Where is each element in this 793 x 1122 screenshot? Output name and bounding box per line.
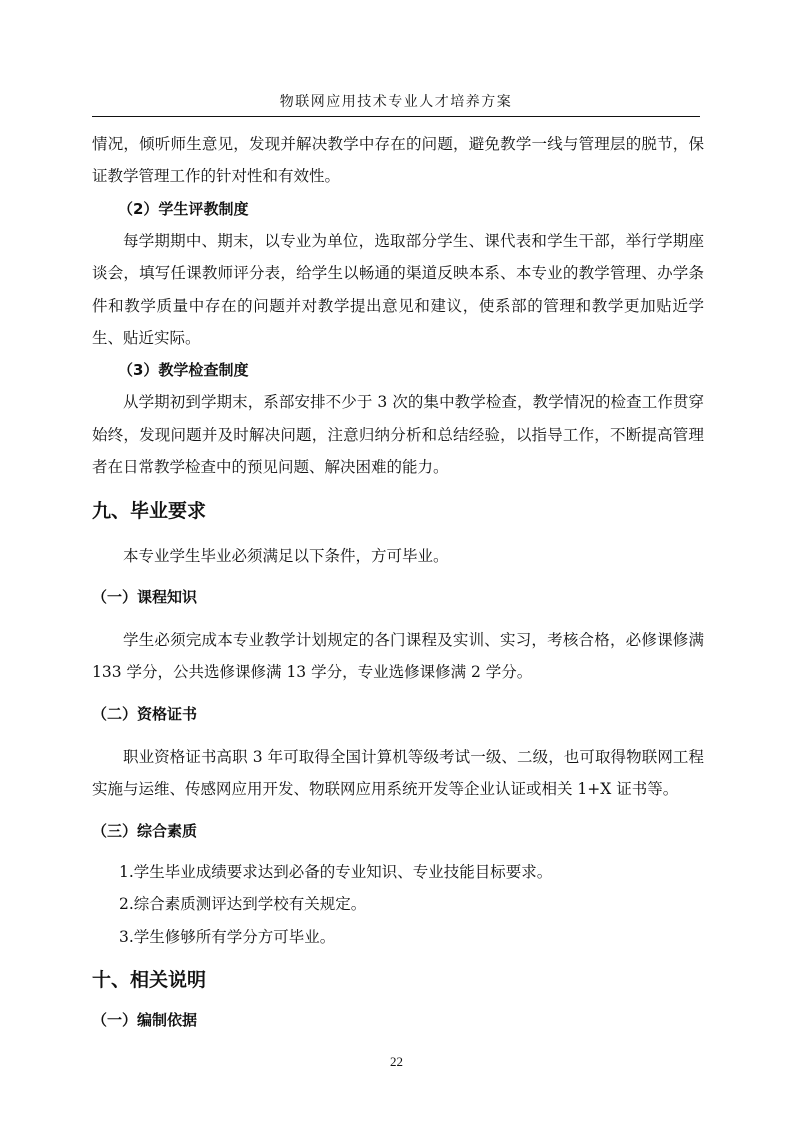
paragraph-student-evaluation: 每学期期中、期末，以专业为单位，选取部分学生、课代表和学生干部，举行学期座谈会，填写任课教师评分表，给学生以畅通的渠道反映本系、本专业的教学管理、办学条件和教学质量中存在的问题并对教学提出意见和建议，使系部的管理和教学更加贴近学生、贴近实际。 <box>92 231 704 348</box>
paragraph-course-knowledge: 学生必须完成本专业教学计划规定的各门课程及实训、实习，考核合格，必修课修满 133 学分，公共选修课修满 13 学分，专业选修课修满 2 学分。 <box>92 631 704 682</box>
subheading-qualification-certificate: （二）资格证书 <box>92 704 198 723</box>
section-title-related-notes: 十、相关说明 <box>92 968 207 991</box>
page-body <box>92 128 704 1033</box>
paragraph-graduation-intro: 本专业学生毕业必须满足以下条件，方可毕业。 <box>123 546 449 565</box>
list-item: 2.综合素质测评达到学校有关规定。 <box>119 895 367 914</box>
subheading-course-knowledge: （一）课程知识 <box>92 588 198 607</box>
continued-paragraph: 情况，倾听师生意见，发现并解决教学中存在的问题，避免教学一线与管理层的脱节，保证教学管理工作的针对性和有效性。 <box>92 135 704 186</box>
quality-list <box>92 856 704 953</box>
list-item: 1.学生毕业成绩要求达到必备的专业知识、专业技能目标要求。 <box>119 862 553 881</box>
running-header: 物联网应用技术专业人才培养方案 <box>279 94 513 110</box>
section-title-graduation-requirements: 九、毕业要求 <box>92 499 207 522</box>
paragraph-teaching-inspection: 从学期初到学期末，系部安排不少于 3 次的集中教学检查，教学情况的检查工作贯穿始终，发现问题并及时解决问题，注意归纳分析和总结经验，以指导工作，不断提高管理者在日常教学检查中的预见问题、解决困难的能力。 <box>92 393 704 477</box>
subheading-student-evaluation: （2）学生评教制度 <box>118 199 249 218</box>
header-divider <box>92 116 700 117</box>
page-number: 22 <box>390 1054 403 1069</box>
subheading-comprehensive-quality: （三）综合素质 <box>92 821 198 840</box>
list-item: 3.学生修够所有学分方可毕业。 <box>119 927 336 946</box>
subheading-teaching-inspection: （3）教学检查制度 <box>118 361 249 380</box>
subheading-compilation-basis: （一）编制依据 <box>92 1010 198 1029</box>
paragraph-qualification-certificate: 职业资格证书高职 3 年可取得全国计算机等级考试一级、二级，也可取得物联网工程实施与运维、传感网应用开发、物联网应用系统开发等企业认证或相关 1+X 证书等。 <box>92 747 704 799</box>
